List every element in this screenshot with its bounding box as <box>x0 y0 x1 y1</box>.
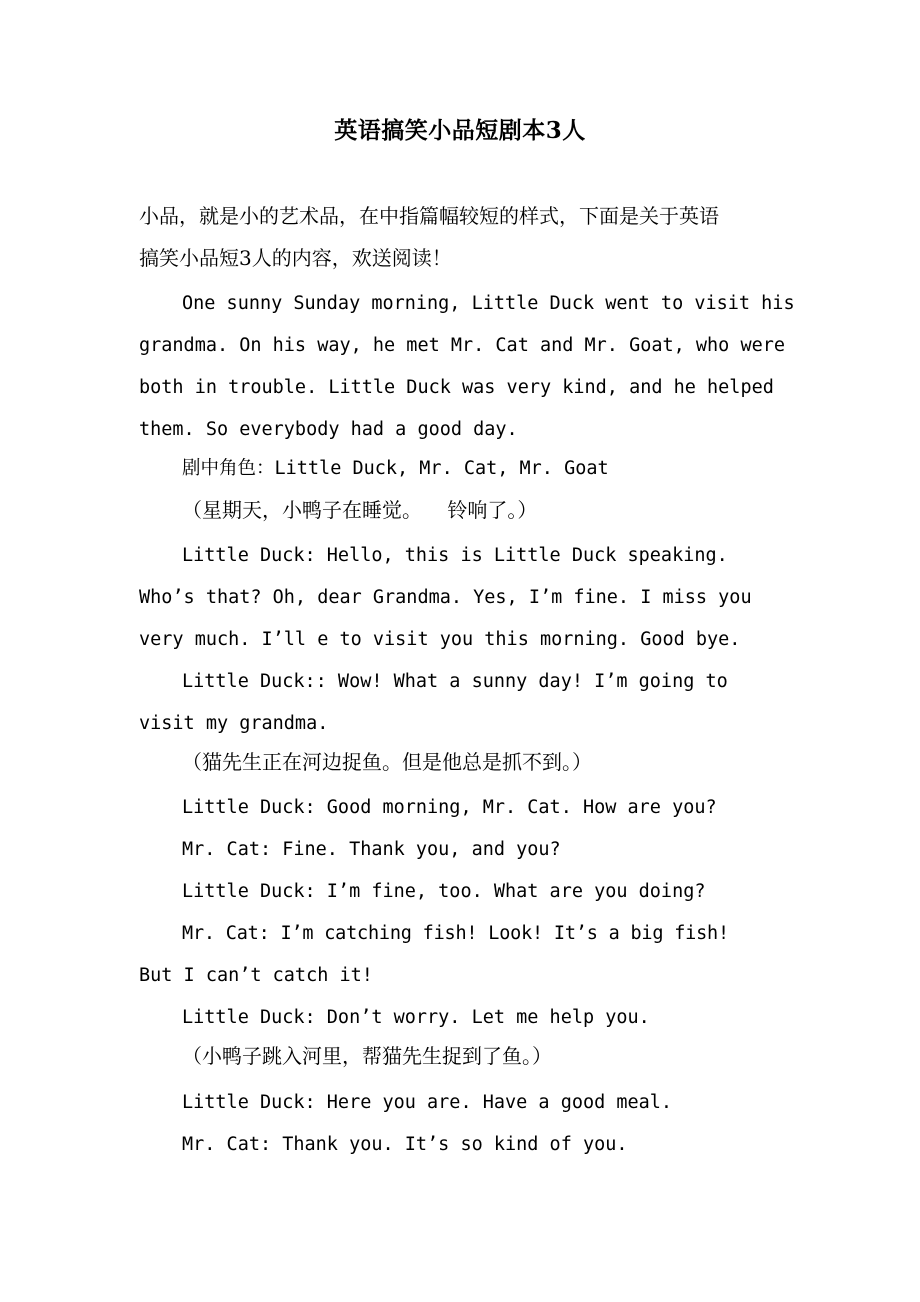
dialog-line: Little Duck: Hello, this is Little Duck speaking. <box>182 545 728 566</box>
dialog-line: Little Duck: I’m fine, too. What are you doing? <box>182 881 706 902</box>
story-line: grandma. On his way, he met Mr. Cat and Mr. Goat, who were <box>139 335 786 356</box>
intro-line: 小品，就是小的艺术品，在中指篇幅较短的样式，下面是关于英语 <box>139 204 719 228</box>
dialog-line: But I can’t catch it! <box>139 965 373 986</box>
dialog-line: Who’s that? Oh, dear Grandma. Yes, I’m fine. I miss you <box>139 587 752 608</box>
dialog-line: visit my grandma. <box>139 713 329 734</box>
stage-direction: （小鸭子跳入河里，帮猫先生捉到了鱼。） <box>182 1044 552 1068</box>
dialog-line: Little Duck: Good morning, Mr. Cat. How are you? <box>182 797 717 818</box>
dialog-line: Little Duck:: Wow! What a sunny day! I’m going to <box>182 671 728 692</box>
stage-direction: （猫先生正在河边捉鱼。但是他总是抓不到。） <box>182 750 592 774</box>
dialog-line: Little Duck: Here you are. Have a good meal. <box>182 1092 673 1113</box>
dialog-line: Mr. Cat: I’m catching fish! Look! It’s a big fish! <box>182 923 729 944</box>
story-line: both in trouble. Little Duck was very kind, and he helped <box>139 377 774 398</box>
dialog-line: Mr. Cat: Thank you. It’s so kind of you. <box>182 1134 628 1155</box>
intro-line: 搞笑小品短3人的内容，欢送阅读！ <box>139 246 452 270</box>
stage-direction: （星期天，小鸭子在睡觉。 铃响了。） <box>182 498 538 522</box>
roles-line: 剧中角色：Little Duck, Mr. Cat, Mr. Goat <box>182 458 609 479</box>
document-title: 英语搞笑小品短剧本3人 <box>334 117 586 144</box>
dialog-line: Little Duck: Don’t worry. Let me help you. <box>182 1007 650 1028</box>
story-line: them. So everybody had a good day. <box>139 419 518 440</box>
dialog-line: very much. I’ll e to visit you this morning. Good bye. <box>139 629 741 650</box>
story-line: One sunny Sunday morning, Little Duck went to visit his <box>182 293 795 314</box>
dialog-line: Mr. Cat: Fine. Thank you, and you? <box>182 839 561 860</box>
